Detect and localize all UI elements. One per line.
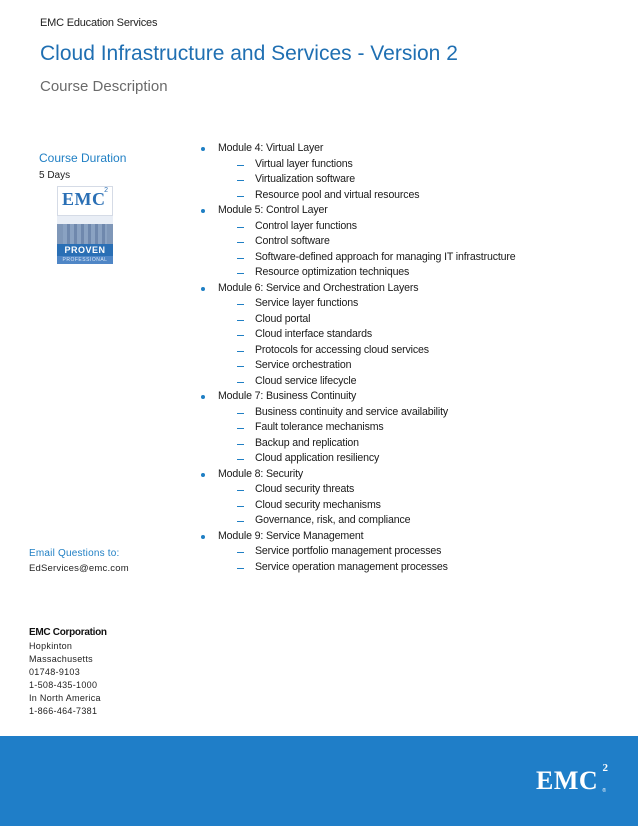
emc-proven-professional-logo xyxy=(57,186,113,264)
dash-icon xyxy=(237,258,244,259)
dash-icon xyxy=(237,382,244,383)
module-topic-text: Control layer functions xyxy=(255,219,357,232)
module-section xyxy=(201,281,621,390)
bullet-icon xyxy=(201,287,205,291)
module-title-text: Module 8: Security xyxy=(218,467,304,480)
dash-icon xyxy=(237,428,244,429)
module-topic-text: Business continuity and service availability xyxy=(255,405,449,418)
module-topic-text: Service portfolio management processes xyxy=(255,545,442,557)
module-title-text: Module 9: Service Management xyxy=(218,529,364,542)
module-section xyxy=(201,529,621,576)
module-title xyxy=(201,141,621,157)
module-section xyxy=(201,141,621,203)
course-duration-heading: Course Duration xyxy=(39,151,127,165)
module-title xyxy=(201,203,621,219)
module-topic xyxy=(201,172,621,188)
email-link[interactable]: EdServices@emc.com xyxy=(29,563,129,574)
module-list xyxy=(201,141,621,575)
module-topic-text: Cloud security threats xyxy=(255,483,355,495)
dash-icon xyxy=(237,304,244,305)
footer-logo-text: EMC xyxy=(536,766,599,795)
bullet-icon xyxy=(201,209,205,213)
module-topic xyxy=(201,498,621,514)
module-topic-text: Backup and replication xyxy=(255,436,359,449)
dash-icon xyxy=(237,165,244,166)
module-topic xyxy=(201,560,621,576)
module-topic-text: Control software xyxy=(255,235,330,247)
module-title xyxy=(201,467,621,483)
module-topic-text: Cloud service lifecycle xyxy=(255,374,357,387)
page-title: Cloud Infrastructure and Services - Version 2 xyxy=(40,42,458,65)
badge-swoosh xyxy=(57,216,113,224)
module-topic xyxy=(201,451,621,467)
module-topic xyxy=(201,482,621,498)
dash-icon xyxy=(237,180,244,181)
module-title xyxy=(201,281,621,297)
bullet-icon xyxy=(201,147,205,151)
module-topic xyxy=(201,219,621,235)
module-topic xyxy=(201,420,621,436)
footer-logo-superscript: 2 xyxy=(602,762,608,774)
module-topic xyxy=(201,312,621,328)
module-title-text: Module 7: Business Continuity xyxy=(218,390,357,402)
footer-logo-mark: ® xyxy=(602,788,606,794)
badge-proven: PROVEN xyxy=(57,244,113,256)
dash-icon xyxy=(237,273,244,274)
module-topic-text: Fault tolerance mechanisms xyxy=(255,421,384,433)
emc-logo xyxy=(536,762,608,802)
badge-professional: PROFESSIONAL xyxy=(57,256,113,264)
module-topic-text: Software-defined approach for managing IT infrastructure xyxy=(255,250,516,263)
module-topic-text: Virtual layer functions xyxy=(255,157,353,170)
module-topic xyxy=(201,358,621,374)
module-topic xyxy=(201,265,621,281)
dash-icon xyxy=(237,444,244,445)
module-title-text: Module 6: Service and Orchestration Layers xyxy=(218,281,419,294)
module-section xyxy=(201,467,621,529)
org-name: EMC Education Services xyxy=(40,17,158,29)
badge-superscript: 2 xyxy=(104,187,108,194)
dash-icon xyxy=(237,490,244,491)
address-line: Massachusetts xyxy=(29,654,93,664)
corporation-name: EMC Corporation xyxy=(29,627,107,638)
phone-line: 1-508-435-1000 xyxy=(29,680,98,690)
corporation-address xyxy=(29,626,107,718)
dash-icon xyxy=(237,459,244,460)
module-topic xyxy=(201,436,621,452)
page-subtitle: Course Description xyxy=(40,78,168,95)
module-topic xyxy=(201,188,621,204)
module-title-text: Module 5: Control Layer xyxy=(218,204,328,216)
phone-line: 1-866-464-7381 xyxy=(29,706,98,716)
module-topic xyxy=(201,405,621,421)
bullet-icon xyxy=(201,535,205,539)
dash-icon xyxy=(237,335,244,336)
address-line: 01748-9103 xyxy=(29,667,81,677)
dash-icon xyxy=(237,413,244,414)
badge-brand: EMC xyxy=(62,189,106,209)
module-title xyxy=(201,529,621,545)
dash-icon xyxy=(237,568,244,569)
module-topic-text: Cloud security mechanisms xyxy=(255,498,381,511)
module-topic xyxy=(201,513,621,529)
module-topic-text: Service orchestration xyxy=(255,359,352,371)
module-topic-text: Resource optimization techniques xyxy=(255,266,410,278)
module-topic xyxy=(201,234,621,250)
module-topic xyxy=(201,327,621,343)
bullet-icon xyxy=(201,473,205,477)
module-topic xyxy=(201,374,621,390)
dash-icon xyxy=(237,227,244,228)
dash-icon xyxy=(237,506,244,507)
dash-icon xyxy=(237,351,244,352)
module-topic-text: Protocols for accessing cloud services xyxy=(255,343,429,356)
module-title-text: Module 4: Virtual Layer xyxy=(218,142,324,154)
module-section xyxy=(201,203,621,281)
email-heading: Email Questions to: xyxy=(29,548,120,559)
bullet-icon xyxy=(201,395,205,399)
module-topic-text: Governance, risk, and compliance xyxy=(255,514,411,526)
dash-icon xyxy=(237,366,244,367)
footer-band xyxy=(0,736,638,826)
module-topic-text: Service operation management processes xyxy=(255,560,448,573)
module-topic-text: Cloud application resiliency xyxy=(255,452,380,464)
module-topic-text: Service layer functions xyxy=(255,297,359,309)
course-duration-value: 5 Days xyxy=(39,170,71,181)
dash-icon xyxy=(237,242,244,243)
dash-icon xyxy=(237,552,244,553)
module-topic xyxy=(201,157,621,173)
address-line: In North America xyxy=(29,693,101,703)
module-topic xyxy=(201,296,621,312)
badge-brand-box xyxy=(57,186,113,216)
dash-icon xyxy=(237,320,244,321)
module-section xyxy=(201,389,621,467)
module-topic-text: Virtualization software xyxy=(255,173,355,185)
module-topic-text: Cloud interface standards xyxy=(255,328,372,340)
module-title xyxy=(201,389,621,405)
module-topic xyxy=(201,250,621,266)
dash-icon xyxy=(237,521,244,522)
address-line: Hopkinton xyxy=(29,641,73,651)
dash-icon xyxy=(237,196,244,197)
module-topic xyxy=(201,343,621,359)
module-topic-text: Resource pool and virtual resources xyxy=(255,188,420,201)
badge-pillar-graphic xyxy=(57,224,113,244)
module-topic-text: Cloud portal xyxy=(255,312,311,325)
module-topic xyxy=(201,544,621,560)
